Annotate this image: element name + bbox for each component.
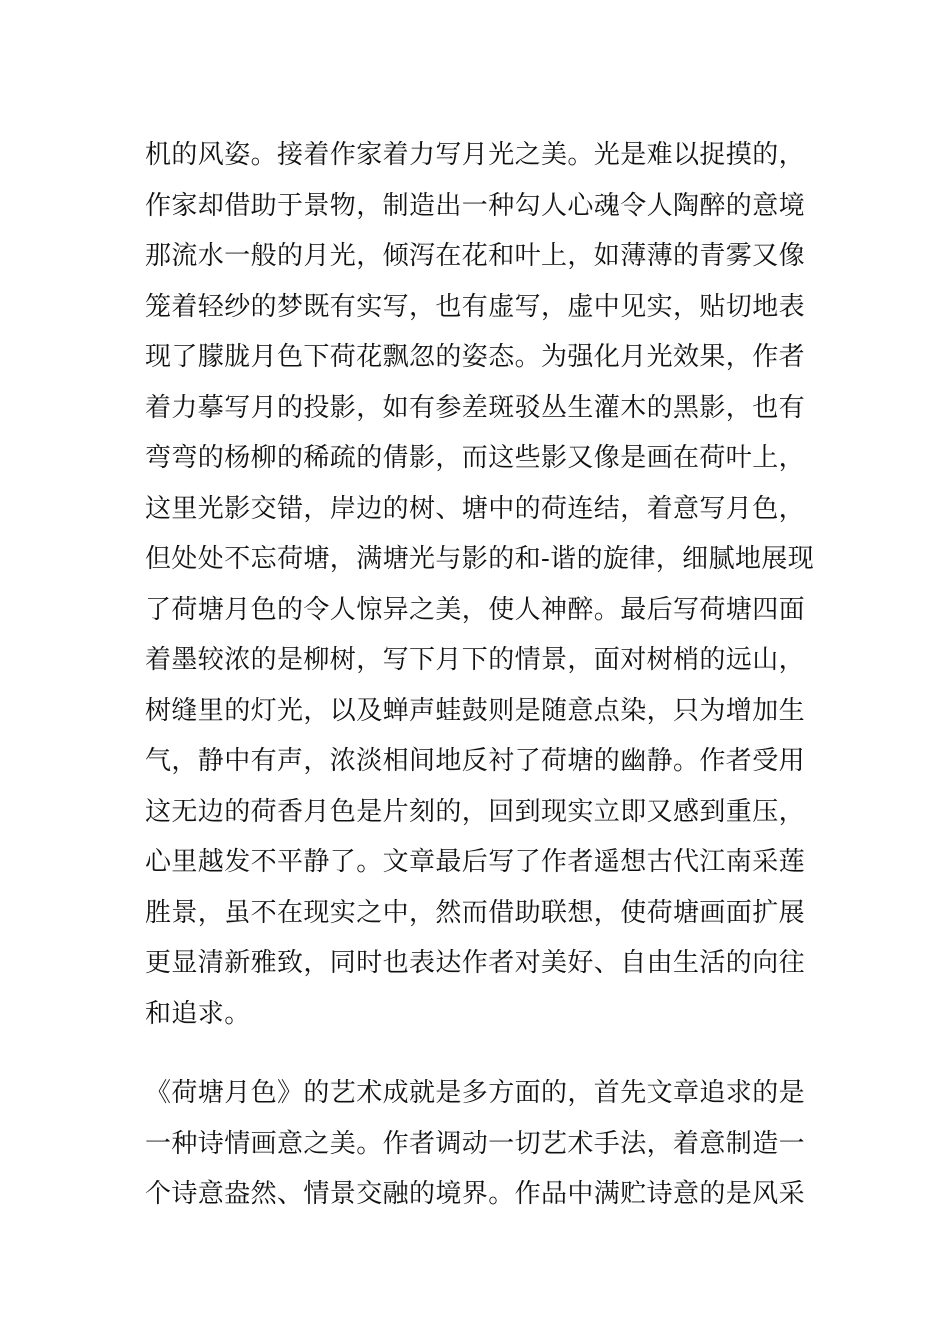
text-line: 心里越发不平静了。文章最后写了作者遥想古代江南采莲: [145, 847, 806, 877]
text-line: 了荷塘月色的令人惊异之美，使人神醉。最后写荷塘四面: [145, 594, 806, 625]
text-line: 气，静中有声，浓淡相间地反衬了荷塘的幽静。作者受用: [145, 746, 806, 776]
text-line: 那流水一般的月光，倾泻在花和叶上，如薄薄的青雾又像: [145, 241, 806, 271]
text-line: 作家却借助于景物，制造出一种勾人心魂令人陶醉的意境: [145, 190, 806, 221]
text-line: 树缝里的灯光，以及蝉声蛙鼓则是随意点染，只为增加生: [145, 695, 806, 726]
text-line: 现了朦胧月色下荷花飘忽的姿态。为强化月光效果，作者: [145, 342, 806, 372]
text-line: 弯弯的杨柳的稀疏的倩影，而这些影又像是画在荷叶上，: [145, 443, 806, 473]
paragraph-1: [145, 130, 815, 1039]
text-line: 和追求。: [145, 998, 251, 1029]
text-line: 《荷塘月色》的艺术成就是多方面的，首先文章追求的是: [145, 1078, 806, 1108]
text-line: 一种诗情画意之美。作者调动一切艺术手法，着意制造一: [145, 1128, 806, 1159]
text-line: 这无边的荷香月色是片刻的，回到现实立即又感到重压，: [145, 796, 806, 827]
paragraph-2: [145, 1068, 810, 1220]
text-line: 胜景，虽不在现实之中，然而借助联想，使荷塘画面扩展: [145, 897, 806, 928]
text-line: 更显清新雅致，同时也表达作者对美好、自由生活的向往: [145, 948, 806, 978]
text-line: 这里光影交错，岸边的树、塘中的荷连结，着意写月色，: [145, 493, 806, 524]
text-line: 机的风姿。接着作家着力写月光之美。光是难以捉摸的，: [145, 140, 806, 170]
text-line: 着墨较浓的是柳树，写下月下的情景，面对树梢的远山，: [145, 645, 806, 675]
text-line: 个诗意盎然、情景交融的境界。作品中满贮诗意的是风采: [145, 1179, 806, 1209]
text-line: 着力摹写月的投影，如有参差斑驳丛生灌木的黑影，也有: [145, 392, 806, 423]
text-line: 但处处不忘荷塘，满塘光与影的和-谐的旋律，细腻地展现: [145, 544, 815, 574]
text-line: 笼着轻纱的梦既有实写，也有虚写，虚中见实，贴切地表: [145, 291, 806, 322]
